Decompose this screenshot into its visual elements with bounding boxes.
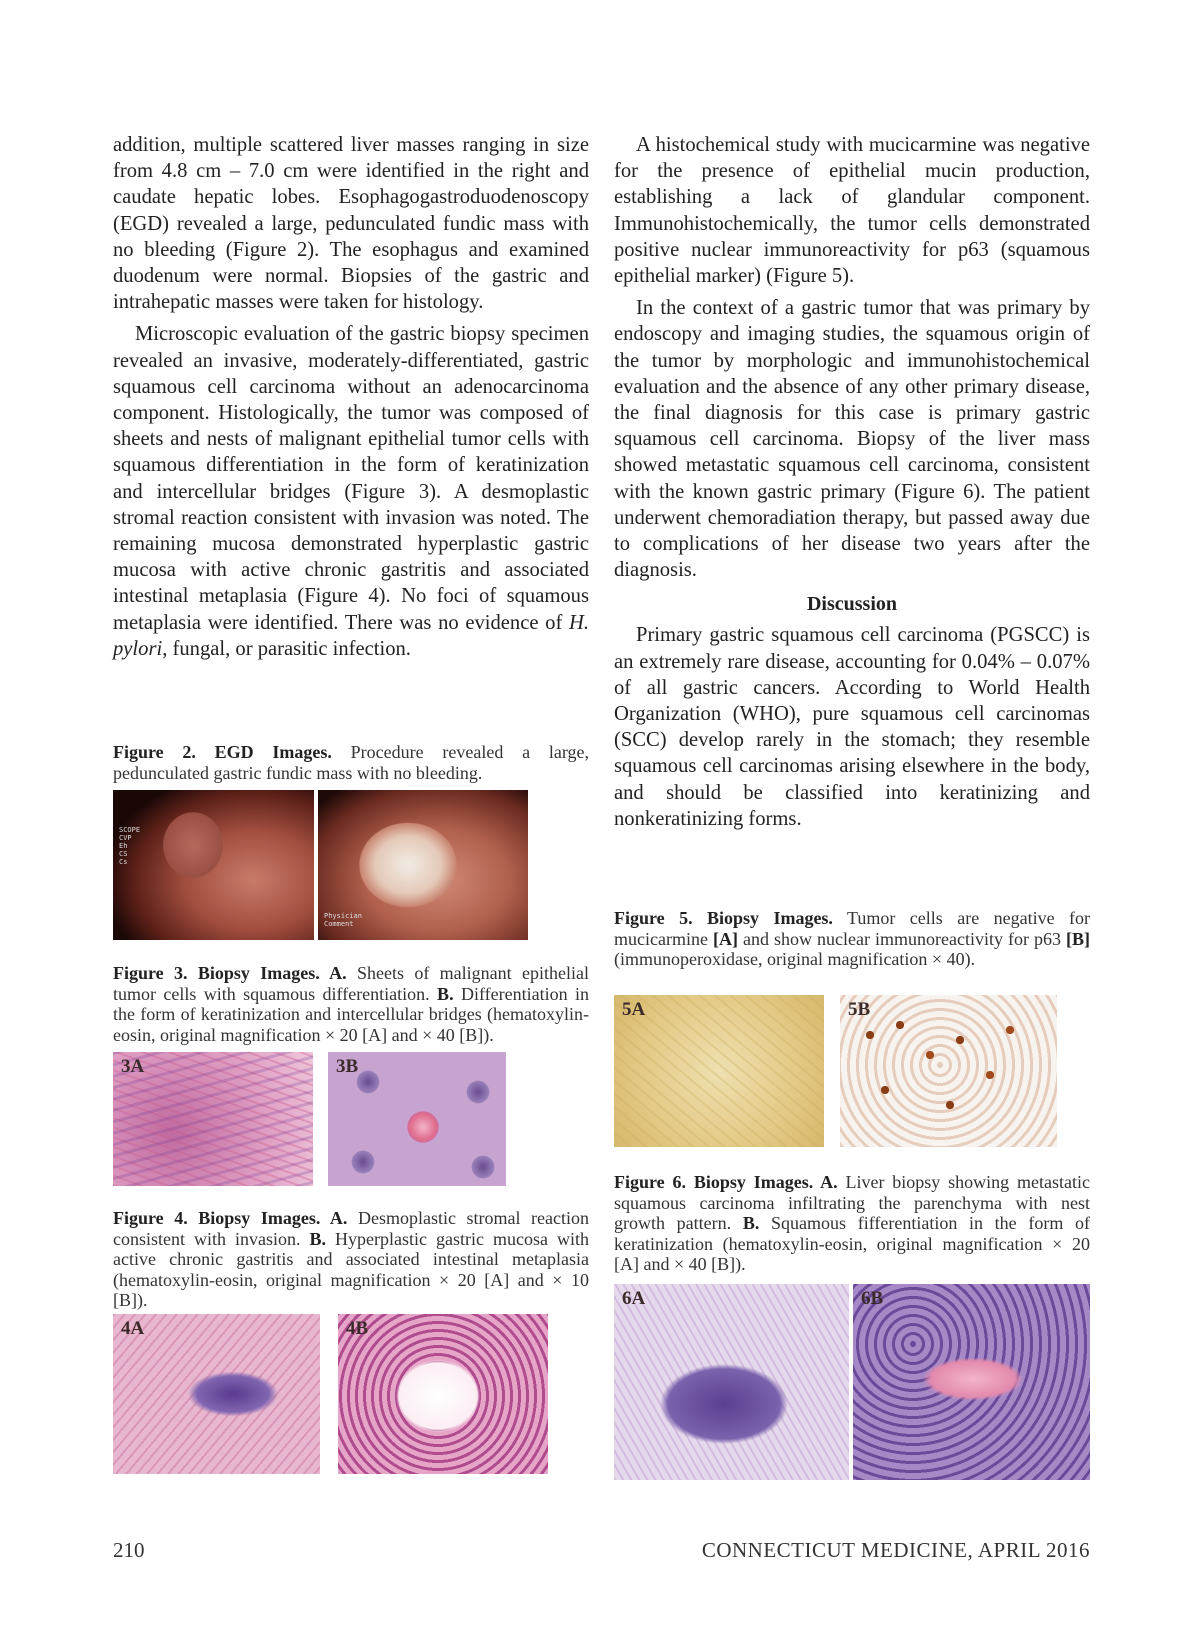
caption-text: Tumor cells are negative for mucicarmine [614,908,1090,949]
figure-6 [614,1172,1090,1275]
panel-label: 5A [622,999,646,1020]
caption-text: Liver biopsy showing metastatic squamous carcinoma infiltrating the parenchyma with nest growth pattern. [614,1172,1090,1234]
figure-2 [113,742,589,783]
figure-caption [113,742,589,783]
caption-text: Desmoplastic stromal reaction consistent with invasion. [113,1208,589,1249]
panel-ref-b: [B] [1065,928,1090,949]
journal-footer: CONNECTICUT MEDICINE, APRIL 2016 [701,1538,1090,1562]
body-paragraph: In the context of a gastric tumor that was primary by endoscopy and imaging studies, the squamous origin of the tumor by morphologic and immunohistochemical evaluation and the absence of any other primary disease, the final diagnosis for this case is primary gastric squamous cell carcinoma. Biopsy of the liver mass showed metastatic squamous cell carcinoma, consistent with the known gastric primary (Figure 6). The patient underwent chemoradiation therapy, but passed away due to complications of her disease two years after the diagnosis. [614,297,1090,582]
overlay-line: SCOPE [119,826,141,834]
caption-text: and show nuclear immunoreactivity for p63 [737,928,1066,949]
figure-label: Figure 5. Biopsy Images. [614,908,833,928]
panel-ref-a: [A] [712,928,738,949]
figure-caption [614,908,1090,970]
panel-ref-a: A. [319,963,347,983]
biopsy-image-5a [614,995,824,1147]
egd-image-b [318,790,528,940]
panel-label: 6B [861,1288,884,1309]
egd-image-a [113,790,314,940]
overlay-line: Comment [324,920,354,928]
panel-label: 3B [336,1056,359,1077]
panel-label: 5B [848,999,871,1020]
figure-caption [113,1208,589,1311]
egd-overlay-text [119,826,140,866]
caption-text: Squamous fifferentiation in the form of keratinization (hematoxylin-eosin, original magnification × 20 [A] and × 40 [B]). [614,1213,1091,1275]
left-column [113,132,589,662]
organism-name: H. pylori [113,611,589,660]
overlay-line: Eh [119,842,128,850]
page-number: 210 [113,1538,145,1562]
overlay-line: Cs [119,858,128,866]
panel-ref-b: B. [731,1213,760,1234]
caption-text: Sheets of malignant epithelial tumor cells with squamous differentiation. [113,963,589,1004]
biopsy-image-6b [853,1284,1090,1480]
figure-label: Figure 2. EGD Images. [113,742,332,762]
panel-label: 4B [346,1318,369,1339]
biopsy-image-6a [614,1284,849,1480]
figure-label: Figure 4. Biopsy Images. [113,1208,321,1228]
panel-label: 4A [121,1318,145,1339]
section-heading: Discussion [806,593,898,616]
body-paragraph: Primary gastric squamous cell carcinoma (PGSCC) is an extremely rare disease, accounting for 0.04% – 0.07% of all gastric cancers. According to World Health Organization (WHO), pure squamous cell carcinomas (SCC) develop rarely in the stomach; they resemble squamous cell carcinomas arising elsewhere in the body, and should be classified into keratinizing and nonkeratinizing forms. [614,624,1090,830]
figure-label: Figure 6. Biopsy Images. [614,1172,814,1192]
biopsy-image-3b [328,1052,506,1186]
biopsy-image-4b [338,1314,548,1474]
caption-text: Hyperplastic gastric mucosa with active chronic gastritis and associated intestinal metaplasia (hematoxylin-eosin, original magnification × 20 [A] and × 10 [B]). [113,1228,589,1311]
figure-caption [113,963,589,1045]
overlay-line: Physician [324,912,362,920]
body-text: , fungal, or parasitic infection. [162,637,411,660]
caption-text: Procedure revealed a large, pedunculated gastric fundic mass with no bleeding. [113,742,589,783]
overlay-line: CVP [119,834,132,842]
body-text: Microscopic evaluation of the gastric biopsy specimen revealed an invasive, moderately-differentiated, gastric squamous cell carcinoma without an adenocarcinoma component. Histologically, the tumor was composed of sheets and nests of malignant epithelial tumor cells with squamous differentiation in the form of keratinization and intercellular bridges (Figure 3). A desmoplastic stromal reaction consistent with invasion was noted. The remaining mucosa demonstrated hyperplastic gastric mucosa with active chronic gastritis and associated intestinal metaplasia (Figure 4). No foci of squamous metaplasia were identified. There was no evidence of [113,323,589,634]
overlay-line: CS [119,850,128,858]
caption-text: (immunoperoxidase, original magnification × 40). [614,949,976,970]
panel-ref-a: A. [813,1172,838,1192]
panel-ref-b: B. [429,983,454,1004]
panel-label: 3A [121,1056,145,1077]
figure-3 [113,963,589,1045]
figure-caption [614,1172,1090,1275]
egd-overlay-text [324,912,362,928]
figure-label: Figure 3. Biopsy Images. [113,963,320,983]
biopsy-image-4a [113,1314,320,1474]
body-paragraph: A histochemical study with mucicarmine was negative for the presence of epithelial mucin production, establishing a lack of glandular component. Immunohistochemically, the tumor cells demonstrated positive nuclear immunoreactivity for p63 (squamous epithelial marker) (Figure 5). [614,134,1090,288]
panel-ref-a: A. [320,1208,348,1228]
figure-4 [113,1208,589,1311]
right-column [614,132,1090,832]
caption-text: Differentiation in the form of keratinization and intercellular bridges (hematoxylin-eosin, original magnification × 20 [A] and × 40 [B]). [113,983,589,1045]
figure-5 [614,908,1090,970]
body-paragraph [113,321,589,662]
body-paragraph: addition, multiple scattered liver masses ranging in size from 4.8 cm – 7.0 cm were identified in the right and caudate hepatic lobes. Esophagogastroduodenoscopy (EGD) revealed a large, pedunculated fundic mass with no bleeding (Figure 2). The esophagus and examined duodenum were normal. Biopsies of the gastric and intrahepatic masses were taken for histology. [113,134,589,314]
panel-ref-b: B. [300,1228,327,1249]
biopsy-image-3a [113,1052,313,1186]
biopsy-image-5b [840,995,1057,1147]
panel-label: 6A [622,1288,646,1309]
